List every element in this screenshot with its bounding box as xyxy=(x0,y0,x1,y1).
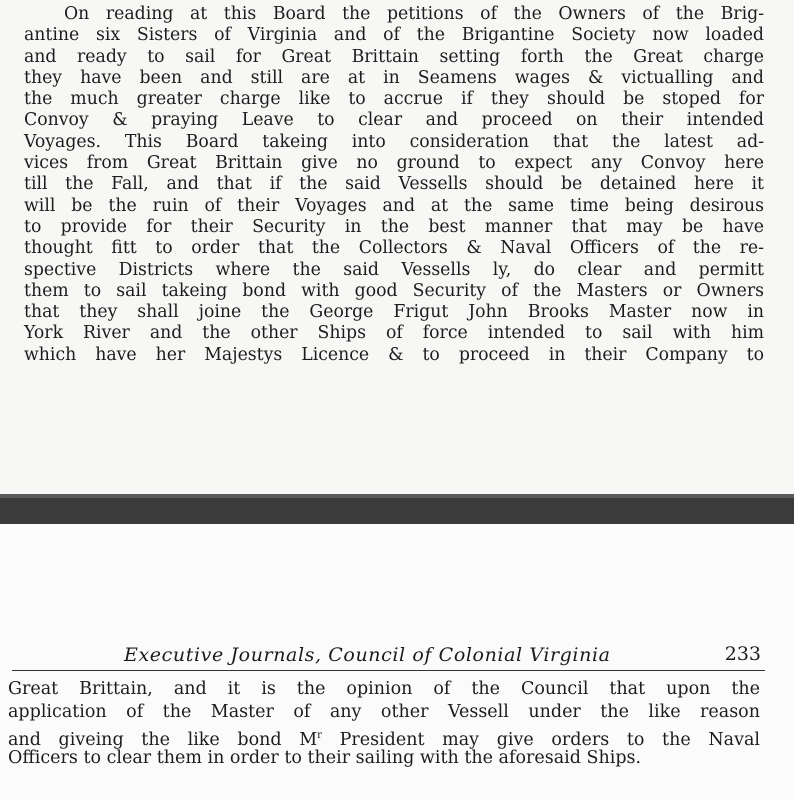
running-header xyxy=(12,642,765,671)
text-line-part: President may give orders to the Naval xyxy=(321,730,760,750)
lower-page-text xyxy=(8,678,760,770)
text-line: Officers to clear them in order to their sailing with the aforesaid Ships. xyxy=(8,748,642,768)
text-line: which have her Majestys Licence & to proceed in their Company to xyxy=(24,344,764,365)
text-line: On reading at this Board the petitions of the Owners of the Brig- xyxy=(64,4,764,24)
text-line: York River and the other Ships of force intended to sail with him xyxy=(24,323,764,344)
upper-page-text xyxy=(24,4,764,366)
running-head-title: Executive Journals, Council of Colonial Virginia xyxy=(124,644,611,666)
text-line: and ready to sail for Great Brittain setting forth the Great charge xyxy=(24,46,764,67)
text-line: Convoy & praying Leave to clear and proceed on their intended xyxy=(24,110,764,131)
page-separator-edge xyxy=(0,494,794,498)
text-line: to provide for their Security in the best manner that may be have xyxy=(24,216,764,237)
text-line: antine six Sisters of Virginia and of the Brigantine Society now loaded xyxy=(24,25,764,46)
text-line: application of the Master of any other Vessell under the like reason xyxy=(8,702,760,722)
text-line: spective Districts where the said Vessells ly, do clear and permitt xyxy=(24,259,764,280)
text-line: them to sail takeing bond with good Security of the Masters or Owners xyxy=(24,280,764,301)
lower-page xyxy=(0,524,794,800)
text-line: thought fitt to order that the Collectors & Naval Officers of the re- xyxy=(24,238,764,259)
text-line: Voyages. This Board takeing into consideration that the latest ad- xyxy=(24,131,764,152)
text-line: till the Fall, and that if the said Vessells should be detained here it xyxy=(24,174,764,195)
text-line: the much greater charge like to accrue if they should be stoped for xyxy=(24,89,764,110)
text-line: will be the ruin of their Voyages and at the same time being desirous xyxy=(24,195,764,216)
text-line: vices from Great Brittain give no ground to expect any Convoy here xyxy=(24,153,764,174)
text-line: that they shall joine the George Frigut John Brooks Master now in xyxy=(24,302,764,323)
page-separator xyxy=(0,494,794,524)
page-number: 233 xyxy=(724,643,761,665)
text-line xyxy=(8,724,760,750)
text-line-part: and giveing the like bond M xyxy=(8,730,318,750)
text-line: Great Brittain, and it is the opinion of the Council that upon the xyxy=(8,679,760,699)
text-line: they have been and still are at in Seamens wages & victualling and xyxy=(24,67,764,88)
superscript: r xyxy=(317,730,322,741)
